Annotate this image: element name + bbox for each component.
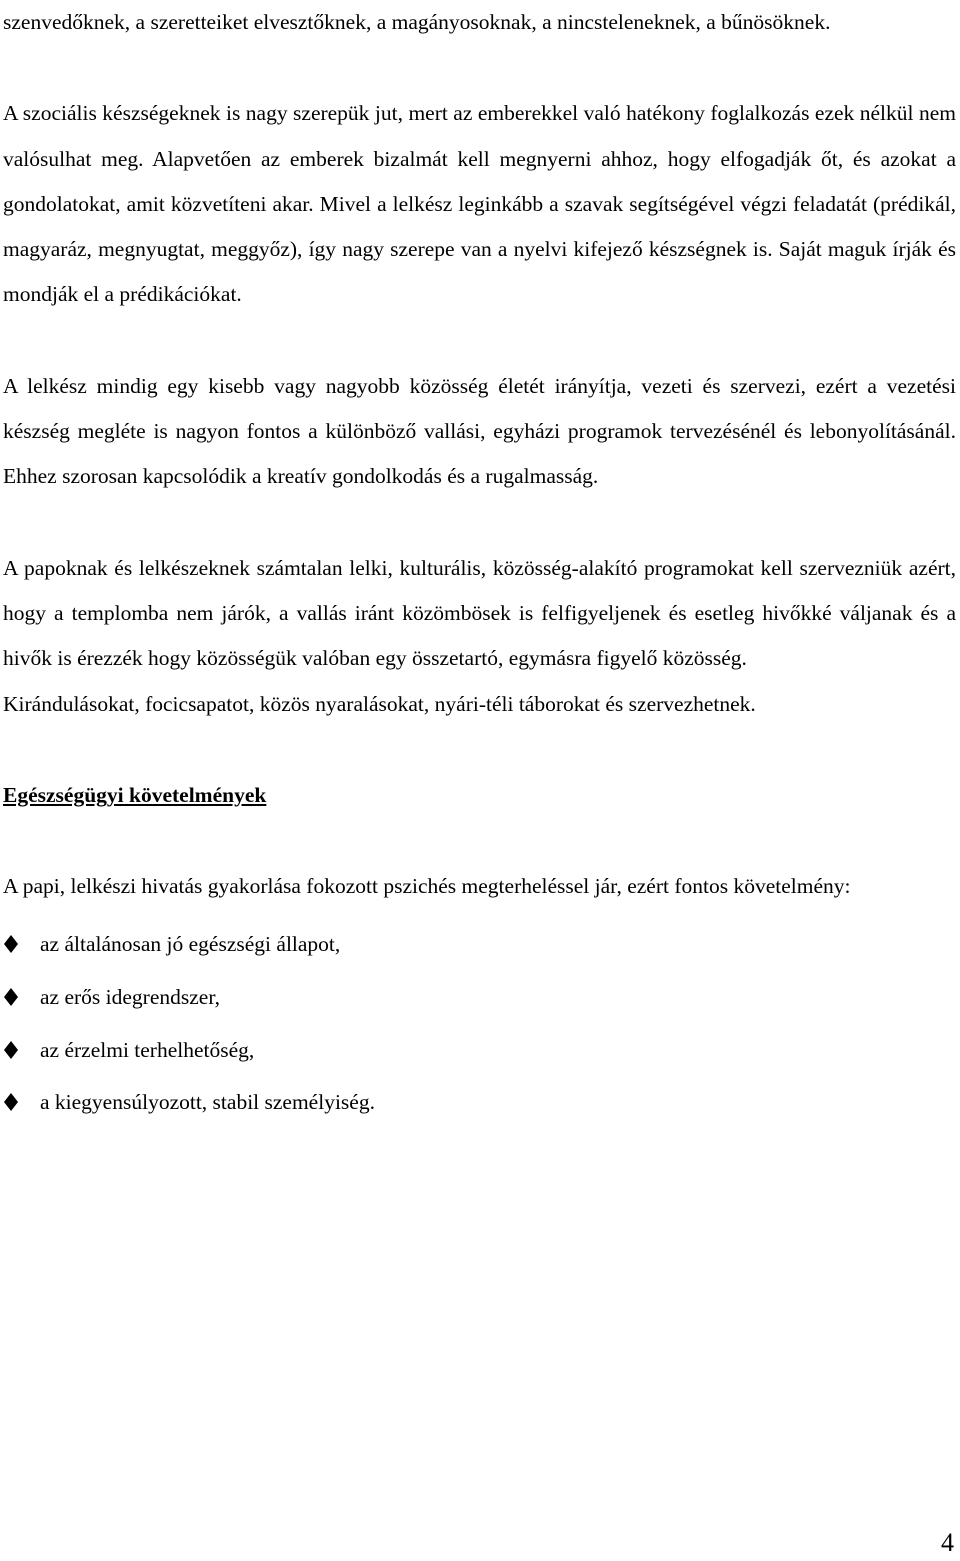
paragraph-continuation: szenvedőknek, a szeretteiket elvesztőknek, a magányosoknak, a nincsteleneknek, a bűnösöknek.: [3, 10, 831, 34]
list-item-text: az érzelmi terhelhetőség,: [40, 1037, 255, 1062]
page-number: 4: [941, 1528, 954, 1557]
paragraph-health-intro: A papi, lelkészi hivatás gyakorlása fokozott pszichés megterheléssel jár, ezért fontos követelmény:: [3, 873, 851, 898]
health-requirements-list: [3, 918, 956, 1129]
diamond-bullet-icon: [4, 988, 18, 1006]
paragraph-social-skills: A szociális készségeknek is nagy szerepük jut, mert az emberekkel való hatékony foglalkozás ezek nélkül nem valósulhat meg. Alapvetően az emberek bizalmát kell megnyerni ahhoz, hogy elfogadják őt, és azokat a gondolatokat, amit közvetíteni akar. Mivel a lelkész leginkább a szavak segítségével végzi feladatát (prédikál, magyaráz, megnyugtat, meggyőz), így nagy szerepe van a nyelvi kifejező készségnek is. Saját maguk írják és mondják el a prédikációkat.: [3, 101, 956, 307]
list-item-text: a kiegyensúlyozott, stabil személyiség.: [40, 1090, 375, 1115]
diamond-bullet-icon: [4, 935, 18, 953]
list-item-text: az erős idegrendszer,: [40, 984, 220, 1009]
list-item: [3, 1076, 956, 1129]
list-item: [3, 918, 956, 971]
paragraph-programs: A papoknak és lelkészeknek számtalan lelki, kulturális, közösség-alakító programokat kell szervezniük azért, hogy a templomba nem járók, a vallás iránt közömbösek is felfigyeljenek és esetleg hivőkké váljanak és a hivők is érezzék hogy közösségük valóban egy összetartó, egymásra figyelő közösség.: [3, 555, 956, 671]
diamond-bullet-icon: [4, 1041, 18, 1059]
page-content: [3, 0, 956, 1129]
diamond-bullet-icon: [4, 1093, 18, 1111]
list-item-text: az általánosan jó egészségi állapot,: [40, 932, 341, 957]
list-item: [3, 1024, 956, 1077]
list-item: [3, 971, 956, 1024]
paragraph-leadership: A lelkész mindig egy kisebb vagy nagyobb közösség életét irányítja, vezeti és szervezi, ezért a vezetési készség megléte is nagyon fontos a különböző vallási, egyházi programok tervezésénél és lebonyolításánál. Ehhez szorosan kapcsolódik a kreatív gondolkodás és a rugalmasság.: [3, 373, 956, 489]
section-heading: Egészségügyi követelmények: [3, 782, 267, 807]
paragraph-activities: Kirándulásokat, focicsapatot, közös nyaralásokat, nyári-téli táborokat és szervezhetnek.: [3, 691, 756, 716]
